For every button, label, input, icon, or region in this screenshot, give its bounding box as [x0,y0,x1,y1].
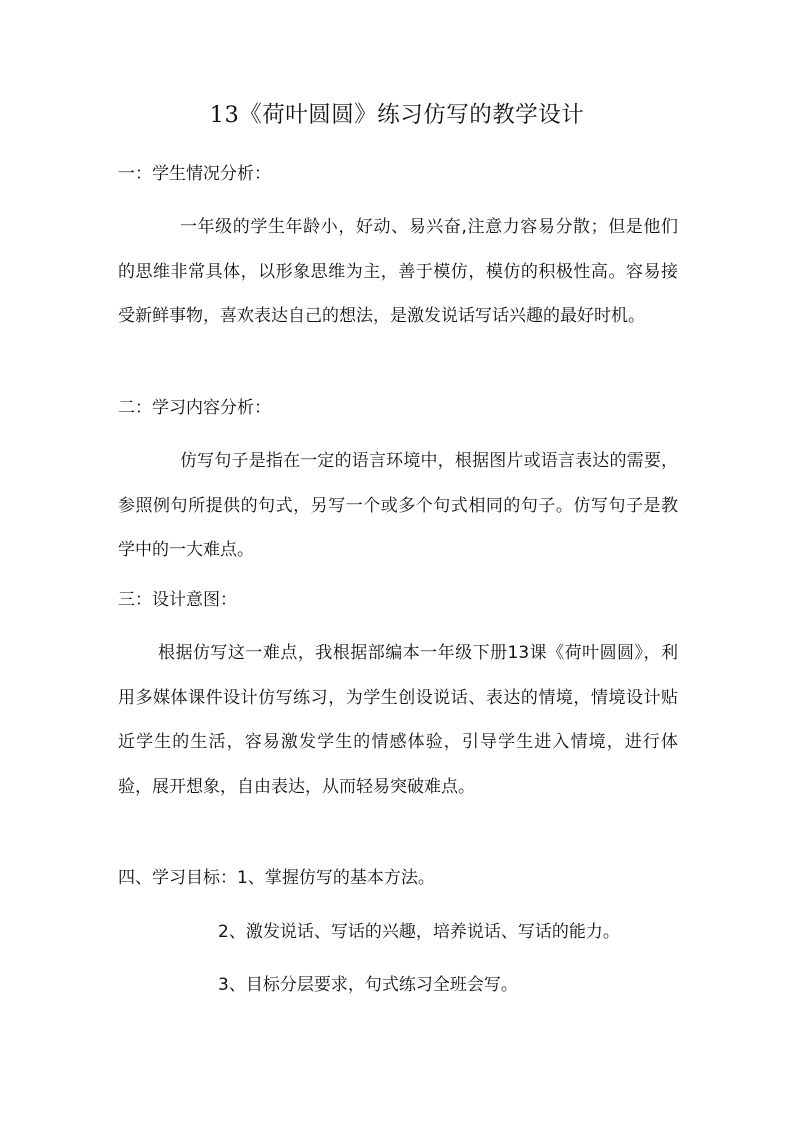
goal-item: 2、激发说话、写话的兴趣，培养说话、写话的能力。 [218,922,620,942]
section-body-student-analysis [118,205,678,339]
paragraph: 仿写句子是指在一定的语言环境中，根据图片或语言表达的需要，参照例句所提供的句式，另写一个或多个句式相同的句子。仿写句子是教学中的一大难点。 [118,451,678,560]
section-body-design-intent [118,631,678,809]
goal-item: 1、掌握仿写的基本方法。 [237,868,435,888]
goals-line-1 [118,866,435,890]
paragraph: 一年级的学生年龄小，好动、易兴奋,注意力容易分散；但是他们的思维非常具体，以形象思维为主，善于模仿，模仿的积极性高。容易接受新鲜事物，喜欢表达自己的想法，是激发说话写话兴趣的最好时机。 [118,217,678,326]
section-heading-content-analysis: 二：学习内容分析： [118,398,271,418]
paragraph: 根据仿写这一难点，我根据部编本一年级下册13课《荷叶圆圆》，利用多媒体课件设计仿写练习，为学生创设说话、表达的情境，情境设计贴近学生的生活，容易激发学生的情感体验，引导学生进入情境，进行体验，展开想象，自由表达，从而轻易突破难点。 [118,643,678,797]
goal-item: 3、目标分层要求，句式练习全班会写。 [218,975,518,995]
section-body-content-analysis [118,439,678,573]
section-heading-student-analysis: 一：学生情况分析： [118,164,271,184]
section-heading-design-intent: 三：设计意图： [118,590,237,610]
document-title: 13《荷叶圆圆》练习仿写的教学设计 [209,102,585,128]
goals-heading: 四、学习目标： [118,868,237,888]
